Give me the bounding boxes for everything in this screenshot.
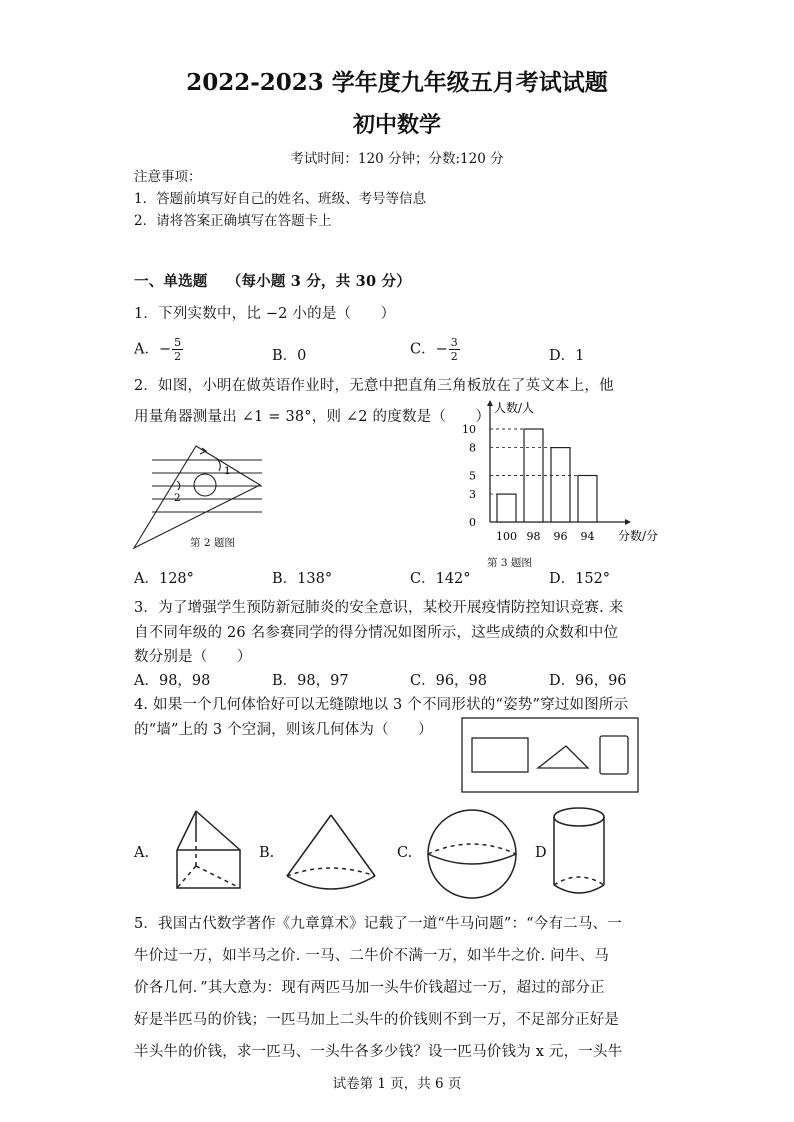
fraction: $\frac{3}{2}$	[450, 336, 458, 363]
q2-option-d[interactable]: D．152°	[549, 571, 611, 587]
wall-hole-triangle	[538, 746, 588, 768]
q5-line-2: 牛价过一万，如半马之价. 一马、二牛价不满一万，如半牛之价. 问牛、马	[134, 948, 609, 964]
fraction: $\frac{5}{2}$	[174, 336, 182, 363]
q3-line-1: 3．为了增强学生预防新冠肺炎的安全意识，某校开展疫情防控知识竞赛. 来	[134, 600, 624, 616]
q3-line-3: 数分别是（ ）	[134, 649, 252, 665]
q2-line-2: 用量角器测量出 ∠1 = 38°，则 ∠2 的度数是（ ）	[134, 409, 491, 425]
y-tick-label: 0	[469, 516, 476, 529]
q4-line-2: 的“墙”上的 3 个空洞，则该几何体为（ ）	[134, 722, 433, 738]
wall-hole-rectangle	[472, 738, 528, 772]
exam-subject: 初中数学	[352, 112, 441, 138]
q4-option-a[interactable]: A.	[134, 845, 150, 861]
q4-option-b[interactable]: B.	[259, 845, 275, 861]
q2-option-b[interactable]: B．138°	[272, 571, 333, 587]
y-axis-label: 人数/人	[494, 401, 535, 415]
x-axis-arrow	[625, 519, 631, 525]
q5-line-1: 5．我国古代数学著作《九章算术》记载了一道“牛马问题”：“今有二马、一	[134, 916, 622, 932]
q1-option-d[interactable]: D．1	[549, 348, 585, 364]
bar	[497, 494, 516, 522]
notes-item: 2．请将答案正确填写在答题卡上	[134, 213, 332, 229]
y-tick-label: 5	[469, 469, 476, 483]
q3-option-d[interactable]: D．96，96	[549, 673, 627, 689]
q3-caption: 第 3 题图	[487, 557, 532, 569]
bar	[551, 448, 570, 522]
x-tick-label: 96	[553, 530, 568, 543]
q1-stem: 1．下列实数中，比 −2 小的是（ ）	[134, 306, 396, 322]
section-title	[134, 270, 411, 291]
notes-heading: 注意事项：	[134, 169, 202, 185]
x-tick-label: 100	[496, 530, 517, 543]
q5-line-5: 半头牛的价钱，求一匹马、一头牛各多少钱？设一匹马价钱为 x 元，一头牛	[134, 1044, 623, 1060]
q3-bar-chart	[460, 398, 660, 548]
section-score: （每小题 3 分，共 30 分）	[226, 273, 411, 290]
y-axis-arrow	[487, 400, 493, 406]
page-footer: 试卷第 1 页，共 6 页	[332, 1076, 462, 1092]
x-tick-label: 94	[580, 530, 595, 543]
sphere-figure	[424, 808, 520, 900]
q2-caption: 第 2 题图	[190, 537, 235, 549]
q3-option-c[interactable]: C．96，98	[410, 673, 487, 689]
q5-line-3: 价各几何．”其大意为：现有两匹马加一头牛价钱超过一万，超过的部分正	[134, 980, 605, 996]
q4-line-1: 4. 如果一个几何体恰好可以无缝隙地以 3 个不同形状的“姿势”穿过如图所示	[134, 697, 629, 713]
q4-wall-figure	[460, 716, 640, 794]
y-tick-label: 10	[462, 423, 476, 436]
x-axis-label: 分数/分	[618, 529, 659, 543]
q3-option-b[interactable]: B．98，97	[272, 673, 349, 689]
q3-option-a[interactable]: A．98，98	[134, 673, 211, 689]
q5-line-4: 好是半匹马的价钱；一匹马加上二头牛的价钱则不到一万，不足部分正好是	[134, 1012, 620, 1028]
section-name: 一、单选题	[134, 273, 208, 290]
wall-hole-rectangle-small	[600, 736, 628, 774]
cone-figure	[283, 812, 379, 892]
exam-info: 考试时间：120 分钟；分数:120 分	[290, 151, 504, 167]
exam-title: 2022-2023 学年度九年级五月考试试题	[186, 69, 608, 96]
q1-option-a[interactable]: A．− $\frac{5}{2}$	[134, 336, 182, 363]
q1-option-b[interactable]: B．0	[272, 348, 307, 364]
q4-option-c[interactable]: C.	[397, 845, 413, 861]
cylinder-figure	[550, 805, 608, 897]
q1-option-c[interactable]: C．− $\frac{3}{2}$	[410, 336, 458, 363]
q2-option-c[interactable]: C．142°	[410, 571, 471, 587]
q2-option-a[interactable]: A．128°	[134, 571, 194, 587]
bar	[578, 476, 597, 523]
x-tick-label: 98	[526, 530, 541, 543]
angle-2-label: 2	[174, 492, 181, 504]
y-tick-label: 3	[469, 488, 476, 502]
prism-figure	[172, 808, 248, 892]
q2-line-1: 2．如图，小明在做英语作业时，无意中把直角三角板放在了英文本上，他	[134, 378, 614, 394]
angle-1-label: 1	[224, 465, 231, 477]
y-tick-label: 8	[469, 441, 476, 455]
notes-item: 1．答题前填写好自己的姓名、班级、考号等信息	[134, 191, 427, 207]
q3-line-2: 自不同年级的 26 名参赛同学的得分情况如图所示，这些成绩的众数和中位	[134, 625, 619, 641]
q4-option-d[interactable]: D	[535, 845, 547, 861]
